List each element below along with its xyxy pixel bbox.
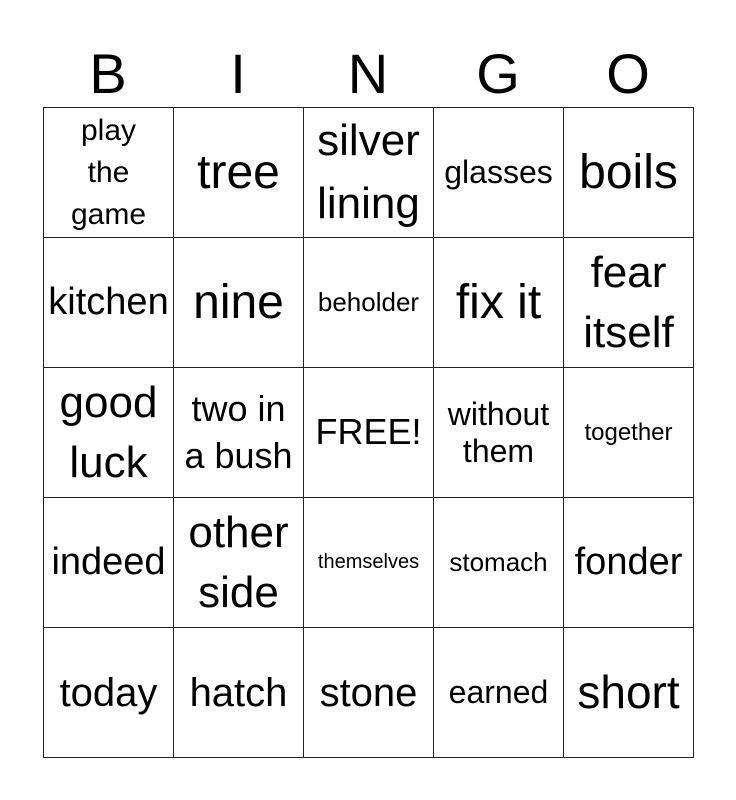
bingo-cell[interactable] — [174, 498, 304, 628]
cell-text: without them — [447, 395, 550, 469]
bingo-cell[interactable] — [564, 628, 694, 758]
cell-text: fonder — [574, 540, 683, 583]
cell-text: silver lining — [317, 116, 420, 228]
cell-text: together — [584, 418, 673, 446]
bingo-header — [43, 40, 693, 108]
bingo-cell[interactable] — [304, 628, 434, 758]
cell-text: other side — [188, 507, 289, 617]
cell-text: good luck — [59, 377, 158, 487]
bingo-cell[interactable] — [304, 498, 434, 628]
cell-text: glasses — [444, 154, 553, 191]
cell-text: stomach — [449, 546, 548, 577]
cell-text: nine — [193, 275, 284, 329]
cell-text: fix it — [455, 275, 542, 329]
cell-text: beholder — [317, 286, 420, 317]
header-letter-i: I — [230, 42, 246, 105]
cell-text: two in a bush — [184, 387, 293, 476]
cell-text: short — [577, 666, 680, 719]
bingo-cell[interactable] — [174, 108, 304, 238]
cell-text: fear itself — [583, 247, 674, 357]
bingo-cell[interactable] — [434, 628, 564, 758]
bingo-cell[interactable] — [304, 108, 434, 238]
cell-text: themselves — [317, 551, 420, 573]
cell-text: earned — [448, 674, 549, 711]
bingo-cell[interactable] — [564, 108, 694, 238]
bingo-cell[interactable] — [564, 238, 694, 368]
bingo-cell[interactable] — [434, 108, 564, 238]
cell-text: stone — [319, 670, 418, 715]
bingo-cell[interactable] — [434, 498, 564, 628]
bingo-cell[interactable] — [44, 108, 174, 238]
cell-text: hatch — [189, 670, 288, 715]
bingo-cell[interactable] — [304, 238, 434, 368]
cell-text: kitchen — [48, 280, 169, 323]
header-letter-n: N — [347, 42, 389, 105]
free-space-text: FREE! — [315, 411, 422, 453]
cell-text: tree — [197, 145, 280, 199]
cell-text: play the game — [70, 113, 147, 231]
bingo-cell[interactable] — [174, 238, 304, 368]
bingo-board — [43, 107, 694, 758]
cell-text: today — [59, 670, 158, 715]
cell-text: indeed — [51, 540, 166, 583]
bingo-cell[interactable] — [44, 238, 174, 368]
bingo-cell[interactable] — [564, 368, 694, 498]
bingo-cell[interactable] — [434, 368, 564, 498]
bingo-cell[interactable] — [44, 368, 174, 498]
cell-text: boils — [579, 145, 678, 199]
bingo-cell[interactable] — [44, 498, 174, 628]
bingo-cell[interactable] — [174, 368, 304, 498]
bingo-cell[interactable] — [434, 238, 564, 368]
bingo-cell[interactable] — [44, 628, 174, 758]
header-letter-g: G — [476, 42, 520, 105]
bingo-cell[interactable] — [564, 498, 694, 628]
bingo-cell[interactable] — [174, 628, 304, 758]
header-letter-b: B — [89, 42, 127, 105]
bingo-cell[interactable] — [304, 368, 434, 498]
header-letter-o: O — [606, 42, 650, 105]
